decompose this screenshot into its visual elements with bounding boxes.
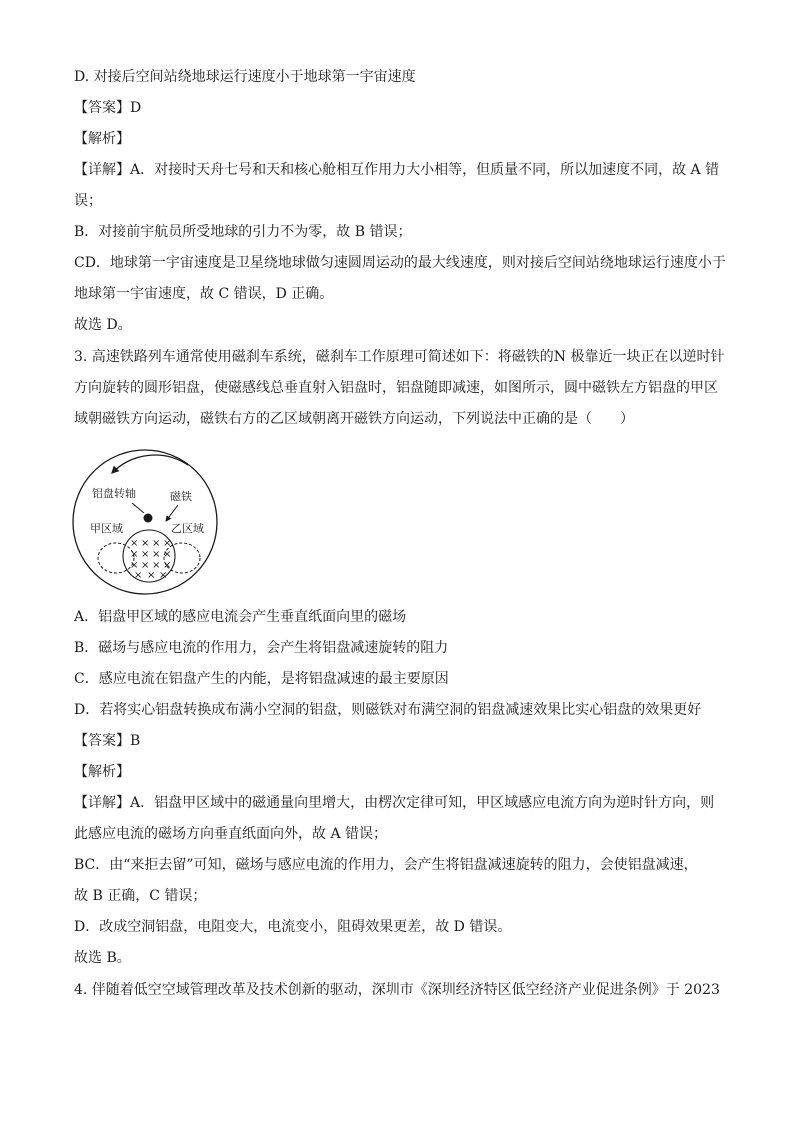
choice-conclusion: 故选 B。 [74,950,131,966]
detail-paragraph: 此感应电流的磁场方向垂直纸面向外，故 A 错误； [74,826,388,842]
analysis-tag: 【解析】 [74,764,130,780]
option-d: D．若将实心铝盘转换成布满小空洞的铝盘，则磁铁对布满空洞的铝盘减速效果比实心铝盘的效果更好 [74,702,702,718]
svg-text:×: × [152,538,161,549]
option-c: C．感应电流在铝盘产生的内能，是将铝盘减速的最主要原因 [74,671,449,687]
detail-paragraph: D．改成空洞铝盘，电阻变大，电流变小，阻碍效果更差，故 D 错误。 [74,919,512,935]
detail-paragraph: 故 B 正确，C 错误； [74,888,207,904]
svg-text:×: × [134,570,143,581]
region-a-label: 甲区域 [90,522,123,535]
axis-point [144,514,153,523]
svg-text:×: × [163,538,172,549]
detail-paragraph: 地球第一宇宙速度，故 C 错误，D 正确。 [74,286,334,302]
svg-text:×: × [147,570,156,581]
magnet-label: 磁铁 [170,490,192,503]
detail-paragraph: 误； [74,193,102,209]
choice-conclusion: 故选 D。 [74,317,132,333]
answer-tag: 【答案】B [74,733,141,749]
question-4-stem: 4. 伴随着低空空域管理改革及技术创新的驱动，深圳市《深圳经济特区低空经济产业促进条例》于 2023 [74,982,720,998]
svg-text:×: × [130,538,139,549]
analysis-tag: 【解析】 [74,131,130,147]
axis-pointer [132,503,144,513]
detail-paragraph: B．对接前宇航员所受地球的引力不为零，故 B 错误； [74,224,412,240]
option-b: B．磁场与感应电流的作用力，会产生将铝盘减速旋转的阻力 [74,640,449,656]
svg-text:×: × [152,560,161,571]
detail-paragraph: BC．由“来拒去留”可知，磁场与感应电流的作用力，会产生将铝盘减速旋转的阻力，会使铝盘减速， [74,857,698,873]
magnet-pointer [166,505,178,521]
detail-paragraph: 【详解】A．铝盘甲区域中的磁通量向里增大，由楞次定律可知，甲区域感应电流方向为逆时针方向，则 [74,795,715,811]
option-d-previous: D. 对接后空间站绕地球运行速度小于地球第一宇宙速度 [74,69,416,85]
question-3-stem: 域朝磁铁方向运动，磁铁右方的乙区域朝离开磁铁方向运动，下列说法中正确的是（ ） [74,411,634,427]
detail-paragraph: 【详解】A．对接时天舟七号和天和核心舱相互作用力大小相等，但质量不同，所以加速度不同，故 A 错 [74,162,720,178]
svg-text:×: × [141,538,150,549]
question-3-stem: 3. 高速铁路列车通常使用磁刹车系统，磁刹车工作原理可简述如下：将磁铁的N 极靠近一块正在以逆时针 [74,349,725,365]
svg-text:×: × [141,549,150,560]
axis-label: 铝盘转轴 [92,487,136,500]
question-3-stem: 方向旋转的圆形铝盘，使磁感线总垂直射入铝盘时，铝盘随即减速，如图所示，圆中磁铁左方铝盘的甲区 [74,380,718,396]
detail-paragraph: CD．地球第一宇宙速度是卫星绕地球做匀速圆周运动的最大线速度，则对接后空间站绕地球运行速度小于 [74,255,726,271]
svg-text:×: × [130,549,139,560]
svg-text:×: × [159,570,168,581]
svg-text:×: × [152,549,161,560]
answer-tag: 【答案】D [74,100,142,116]
svg-text:×: × [163,549,172,560]
svg-text:×: × [163,560,172,571]
svg-text:×: × [130,560,139,571]
magnetic-field-crosses [130,538,171,581]
svg-text:×: × [141,560,150,571]
region-b-label: 乙区域 [171,522,204,535]
aluminum-disc-diagram [70,447,220,597]
option-a: A．铝盘甲区域的感应电流会产生垂直纸面向里的磁场 [74,609,407,625]
region-a-outline [98,543,134,573]
